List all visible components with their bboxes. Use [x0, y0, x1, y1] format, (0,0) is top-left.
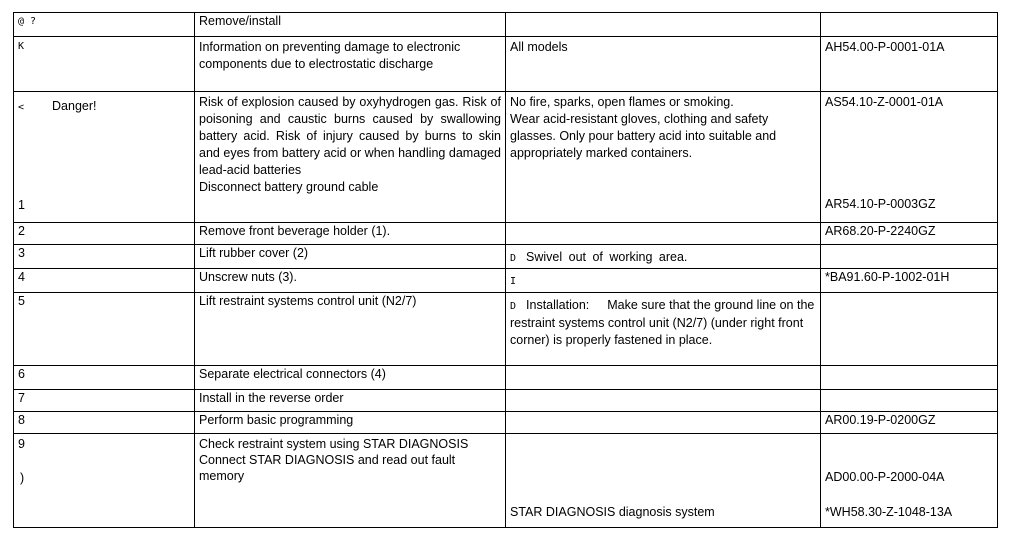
step-number: 7 [14, 390, 195, 412]
step-ref: AR00.19-P-0200GZ [821, 412, 998, 434]
empty-cell [506, 412, 821, 434]
step-row [14, 269, 998, 293]
step-text: Separate electrical connectors (4) [195, 366, 506, 390]
procedure-table [13, 12, 998, 528]
step-row [14, 366, 998, 390]
step-text: Lift restraint systems control unit (N2/7) [195, 293, 506, 366]
empty-cell [506, 390, 821, 412]
empty-cell [506, 223, 821, 245]
esd-ref: AH54.00-P-0001-01A [821, 37, 998, 92]
danger-risk-text: Risk of explosion caused by oxyhydrogen gas. Risk of poisoning and caustic burns caused by swallowing battery acid. Risk of injury caused by burns to skin and eyes from battery acid or when handling damaged lead-acid batteries [199, 95, 501, 177]
danger-ref: AS54.10-Z-0001-01A [825, 95, 944, 109]
step-ref: *BA91.60-P-1002-01H [821, 269, 998, 293]
note-icon: D [510, 301, 517, 312]
empty-cell [821, 366, 998, 390]
step-row [14, 412, 998, 434]
empty-cell [821, 245, 998, 269]
step-number: 9 [18, 437, 25, 451]
step-text: Lift rubber cover (2) [195, 245, 506, 269]
step-row [14, 434, 998, 528]
danger-label: Danger! [52, 99, 97, 113]
step-note: Make sure that the ground line on the restraint systems control unit (N2/7) (under right front corner) is properly fastened in place. [510, 298, 815, 347]
step-ref: AR54.10-P-0003GZ [825, 197, 936, 211]
section-title: Remove/install [195, 13, 506, 37]
tool-ref: *WH58.30-Z-1048-13A [825, 505, 953, 519]
note-icon: D [510, 253, 517, 264]
header-symbols: @ ? [14, 13, 195, 37]
substep-icon: ) [20, 471, 25, 485]
header-row [14, 13, 998, 37]
danger-step1-row [14, 92, 998, 223]
step-text: Remove front beverage holder (1). [195, 223, 506, 245]
step-row [14, 293, 998, 366]
step-ref: AR68.20-P-2240GZ [821, 223, 998, 245]
step-number: 4 [14, 269, 195, 293]
step-number: 2 [14, 223, 195, 245]
step-text: Unscrew nuts (3). [195, 269, 506, 293]
info-icon: I [510, 276, 517, 287]
diagnosis-tool: STAR DIAGNOSIS diagnosis system [510, 505, 715, 519]
step-number: 3 [14, 245, 195, 269]
step-text: Perform basic programming [195, 412, 506, 434]
step-text: Disconnect battery ground cable [199, 180, 379, 194]
danger-measure-1: No fire, sparks, open flames or smoking. [510, 95, 734, 109]
step-row [14, 245, 998, 269]
esd-row [14, 37, 998, 92]
esd-warning-icon: K [18, 41, 25, 52]
empty-cell [506, 13, 821, 37]
substep-ref: AD00.00-P-2000-04A [825, 470, 945, 484]
empty-cell [821, 13, 998, 37]
empty-cell [821, 390, 998, 412]
danger-measure-2: Wear acid-resistant gloves, clothing and safety glasses. Only pour battery acid into suitable and appropriately marked containers. [510, 112, 777, 160]
step-number: 1 [18, 198, 25, 212]
note-label: Installation: [526, 298, 590, 312]
step-note: Swivel out of working area. [526, 250, 688, 264]
esd-applies: All models [506, 37, 821, 92]
danger-icon: < [18, 102, 25, 113]
step-number: 5 [14, 293, 195, 366]
step-text: Install in the reverse order [195, 390, 506, 412]
empty-cell [821, 293, 998, 366]
step-number: 8 [14, 412, 195, 434]
substep-text: Connect STAR DIAGNOSIS and read out fault memory [199, 453, 456, 483]
step-row [14, 223, 998, 245]
esd-info-text: Information on preventing damage to electronic components due to electrostatic discharge [195, 37, 506, 92]
step-number: 6 [14, 366, 195, 390]
step-row [14, 390, 998, 412]
empty-cell [506, 366, 821, 390]
step-text: Check restraint system using STAR DIAGNOSIS [199, 437, 469, 451]
